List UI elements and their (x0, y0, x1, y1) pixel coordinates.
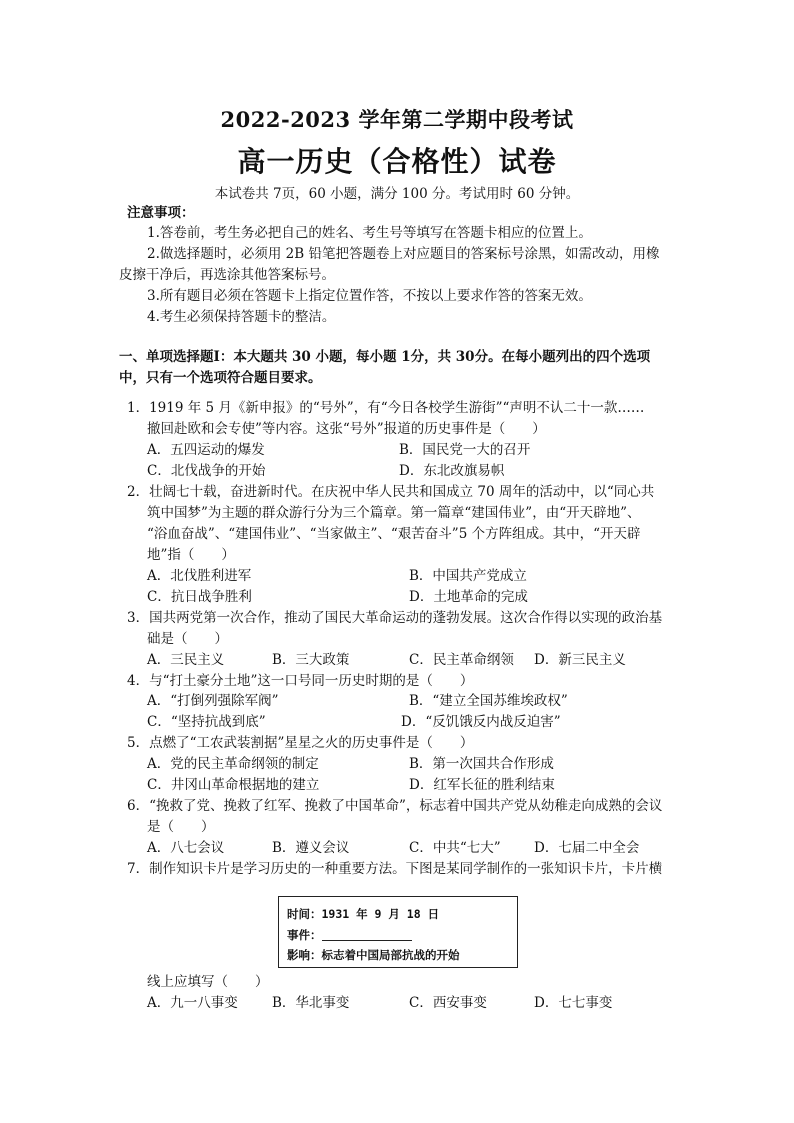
question-2-stem: “浴血奋战”、“建国伟业”、“当家做主”、“艰苦奋斗”5 个方阵组成。其中，“开天辟 (147, 526, 641, 542)
question-1-stem: 1．1919 年 5 月《新申报》的“号外”，有“今日各校学生游街”“声明不认二十一款…… (127, 400, 645, 416)
question-2-option-b: B．中国共产党成立 (409, 568, 527, 584)
question-3-option-d: D．新三民主义 (534, 652, 626, 668)
question-1-option-b: B．国民党一大的召开 (399, 442, 531, 458)
question-7-option-d: D．七七事变 (534, 995, 613, 1011)
knowledge-card (278, 896, 518, 968)
section-instruction: 中，只有一个选项符合题目要求。 (119, 370, 322, 386)
question-3-stem: 3．国共两党第一次合作，推动了国民大革命运动的蓬勃发展。这次合作得以实现的政治基 (127, 610, 663, 626)
notice-heading: 注意事项： (127, 205, 195, 221)
question-7-option-c: C．西安事变 (409, 995, 487, 1011)
question-7-option-b: B．华北事变 (272, 995, 350, 1011)
question-2-stem: 2．壮阔七十载，奋进新时代。在庆祝中华人民共和国成立 70 周年的活动中，以“同心共 (127, 484, 655, 500)
notice-item: 4.考生必须保持答题卡的整洁。 (147, 309, 336, 325)
question-1-option-a: A．五四运动的爆发 (147, 442, 265, 458)
question-6-option-a: A．八七会议 (147, 840, 225, 856)
question-5-option-a: A．党的民主革命纲领的制定 (147, 756, 319, 772)
question-4-option-d: D．“反饥饿反内战反迫害” (401, 714, 561, 730)
question-6-option-d: D．七届二中全会 (534, 840, 640, 856)
question-2-stem: 地”指（ ） (147, 547, 235, 563)
card-event-blank (322, 940, 412, 941)
question-6-stem: 6．“挽救了党、挽救了红军、挽救了中国革命”，标志着中国共产党从幼稚走向成熟的会议 (127, 798, 663, 814)
question-4-option-c: C．“坚持抗战到底” (147, 714, 266, 730)
paper-title: 高一历史（合格性）试卷 (237, 145, 557, 178)
notice-item: 皮擦干净后，再选涂其他答案标号。 (119, 267, 335, 283)
question-4-option-a: A．“打倒列强除军阀” (147, 693, 279, 709)
card-time: 时间：1931 年 9 月 18 日 (287, 907, 440, 921)
question-6-option-c: C．中共“七大” (409, 840, 501, 856)
question-5-option-d: D．红军长征的胜利结束 (409, 777, 555, 793)
card-impact: 影响：标志着中国局部抗战的开始 (287, 948, 460, 962)
question-6-option-b: B．遵义会议 (272, 840, 350, 856)
question-3-option-c: C．民主革命纲领 (409, 652, 514, 668)
question-7-stem: 线上应填写（ ） (147, 974, 269, 990)
question-7-option-a: A．九一八事变 (147, 995, 238, 1011)
question-5-stem: 5．点燃了“工农武装割据”星星之火的历史事件是（ ） (127, 735, 474, 751)
card-event-label: 事件： (287, 928, 322, 942)
card-event-row (287, 927, 412, 943)
notice-item: 2.做选择题时，必须用 2B 铅笔把答题卷上对应题目的答案标号涂黑，如需改动，用橡 (147, 246, 660, 262)
question-3-option-b: B．三大政策 (272, 652, 350, 668)
exam-title: 2022-2023 学年第二学期中段考试 (220, 107, 574, 132)
section-instruction: 一、单项选择题Ⅰ：本大题共 30 小题，每小题 1分，共 30分。在每小题列出的四个选项 (119, 349, 651, 365)
paper-subtitle: 本试卷共 7页，60 小题，满分 100 分。考试用时 60 分钟。 (214, 186, 580, 202)
question-2-option-d: D．土地革命的完成 (409, 589, 528, 605)
question-5-option-c: C．井冈山革命根据地的建立 (147, 777, 320, 793)
question-7-stem: 7．制作知识卡片是学习历史的一种重要方法。下图是某同学制作的一张知识卡片，卡片横 (127, 861, 663, 877)
question-4-option-b: B．“建立全国苏维埃政权” (409, 693, 568, 709)
question-1-option-c: C．北伐战争的开始 (147, 463, 266, 479)
question-5-option-b: B．第一次国共合作形成 (409, 756, 554, 772)
question-2-stem: 筑中国梦”为主题的群众游行分为三个篇章。第一篇章“建国伟业”，由“开天辟地”、 (147, 505, 641, 521)
question-1-option-d: D．东北改旗易帜 (399, 463, 505, 479)
notice-item: 3.所有题目必须在答题卡上指定位置作答，不按以上要求作答的答案无效。 (147, 288, 592, 304)
question-3-stem: 础是（ ） (147, 631, 228, 647)
question-3-option-a: A．三民主义 (147, 652, 225, 668)
question-1-stem: 撤回赴欧和会专使”等内容。这张“号外”报道的历史事件是（ ） (147, 421, 546, 437)
question-2-option-a: A．北伐胜利进军 (147, 568, 252, 584)
question-4-stem: 4．与“打土豪分土地”这一口号同一历史时期的是（ ） (127, 673, 474, 689)
question-6-stem: 是（ ） (147, 819, 215, 835)
question-2-option-c: C．抗日战争胜利 (147, 589, 252, 605)
notice-item: 1.答卷前，考生务必把自己的姓名、考生号等填写在答题卡相应的位置上。 (147, 225, 592, 241)
